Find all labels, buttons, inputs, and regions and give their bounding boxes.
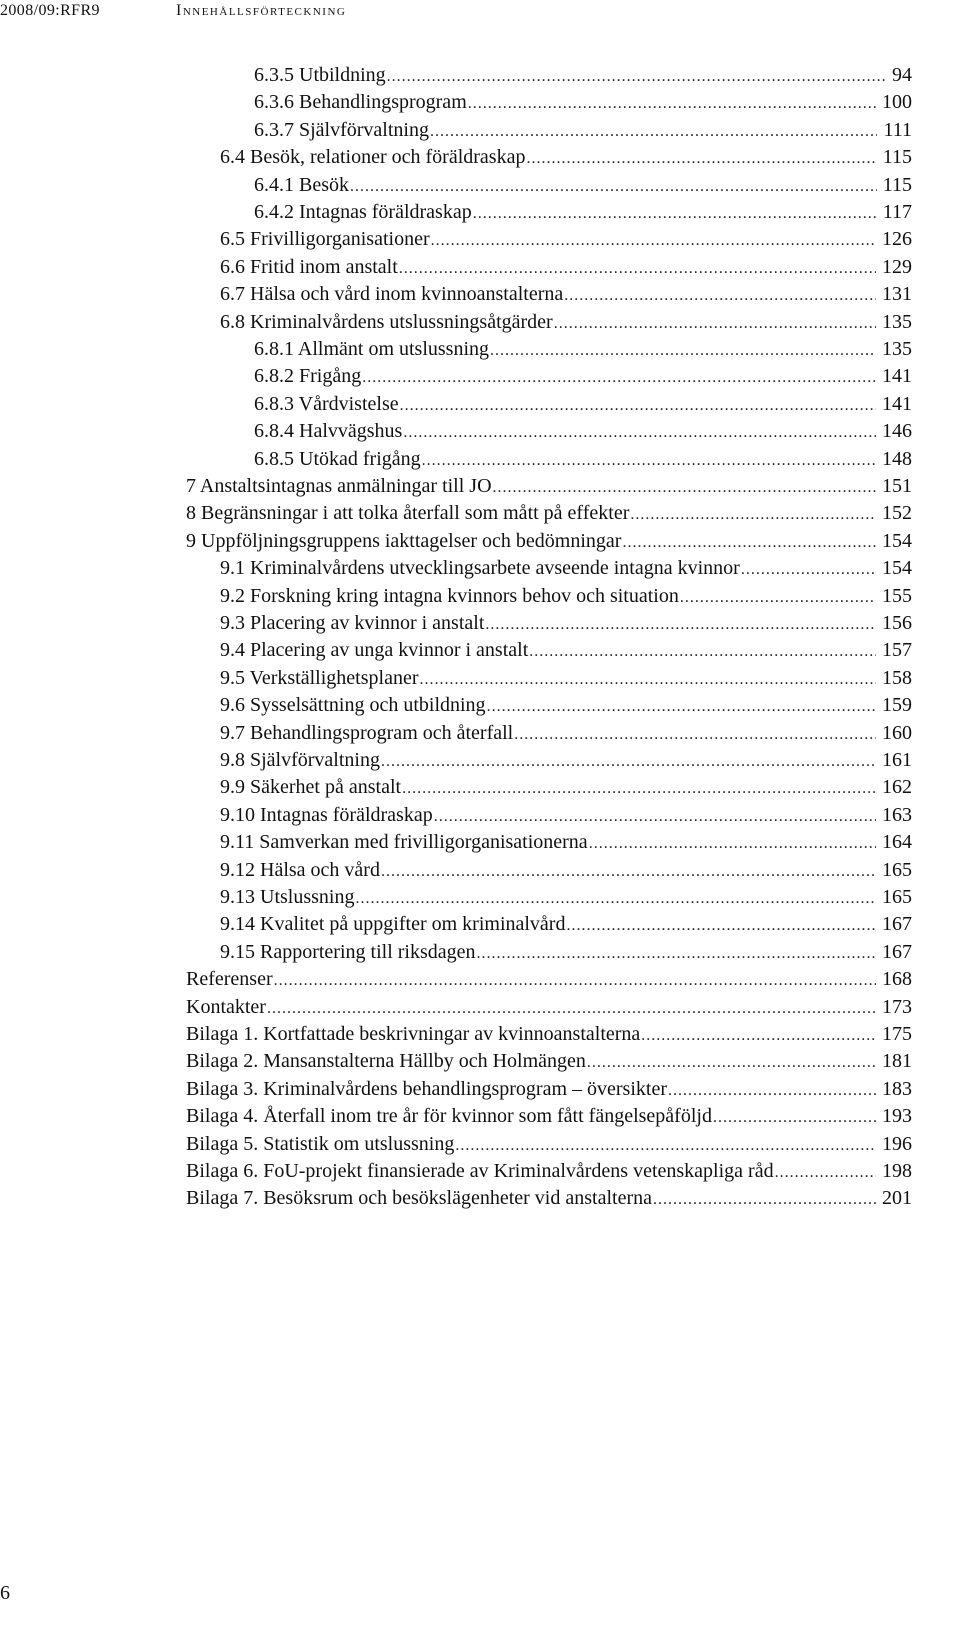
toc-entry[interactable] [186,500,912,528]
toc-entry-label: 6.3.7 Självförvaltning [254,118,429,141]
toc-entry[interactable] [254,446,912,474]
toc-entry[interactable] [220,281,912,309]
toc-entry-page: 135 [882,310,912,333]
toc-leader-dots [514,722,876,748]
toc-entry-label: 9 Uppföljningsgruppens iakttagelser och bedömningar [186,529,622,552]
running-header [0,0,960,40]
toc-entry-label: Bilaga 5. Statistik om utslussning [186,1132,455,1155]
toc-entry-page: 135 [882,338,912,360]
toc-leader-dots [403,420,876,446]
toc-leader-dots [741,557,876,583]
toc-leader-dots [641,1023,876,1049]
toc-leader-dots [381,749,876,775]
toc-entry[interactable] [220,884,912,912]
toc-leader-dots [713,1105,876,1131]
toc-leader-dots [350,174,877,200]
toc-entry-page: 155 [882,584,912,607]
toc-entry[interactable] [254,336,912,364]
toc-leader-dots [430,119,878,145]
toc-entry-label: 6.8.1 Allmänt om utslussning [254,338,490,360]
toc-entry-page: 161 [882,749,912,771]
toc-entry-label: 6.8.2 Frigång [254,365,362,388]
section-title: Innehållsförteckning [176,2,347,19]
toc-entry-page: 181 [882,1050,912,1073]
toc-entry[interactable] [254,391,912,419]
toc-entry[interactable] [220,254,912,282]
toc-entry-page: 94 [892,64,912,86]
toc-entry[interactable] [220,144,912,172]
toc-leader-dots [381,859,876,885]
toc-leader-dots [485,612,876,638]
toc-entry-label: 6.7 Hälsa och vård inom kvinnoanstalterna [220,283,564,306]
toc-leader-dots [564,283,876,309]
toc-leader-dots [680,585,876,611]
toc-entry[interactable] [220,583,912,611]
toc-entry[interactable] [254,62,912,90]
toc-entry-page: 129 [882,255,912,278]
toc-entry-page: 131 [882,283,912,306]
toc-entry-page: 164 [882,831,912,854]
toc-entry[interactable] [220,637,912,665]
toc-entry[interactable] [186,1158,912,1186]
toc-entry-page: 160 [882,721,912,744]
toc-entry[interactable] [254,363,912,391]
toc-entry-page: 173 [882,995,912,1018]
toc-entry[interactable] [220,309,912,337]
toc-entry-page: 196 [882,1132,912,1155]
toc-entry[interactable] [220,720,912,748]
toc-entry-page: 167 [882,940,912,963]
toc-entry[interactable] [254,418,912,446]
toc-leader-dots [622,530,876,556]
toc-leader-dots [554,311,876,337]
toc-entry-label: 9.7 Behandlingsprogram och återfall [220,721,514,744]
toc-entry[interactable] [186,994,912,1022]
toc-entry[interactable] [220,747,912,775]
toc-entry-label: 6.3.6 Behandlingsprogram [254,91,467,114]
toc-entry-label: 9.4 Placering av unga kvinnor i anstalt [220,639,529,662]
toc-entry-label: Bilaga 3. Kriminalvårdens behandlingsprogram – översikter [186,1077,667,1100]
toc-entry[interactable] [220,226,912,254]
toc-leader-dots [653,1187,876,1213]
toc-leader-dots [566,913,876,939]
toc-entry-page: 158 [882,666,912,689]
toc-leader-dots [267,996,876,1022]
toc-entry-label: 9.6 Sysselsättning och utbildning [220,694,486,717]
toc-entry[interactable] [254,172,912,200]
toc-entry-label: 7 Anstaltsintagnas anmälningar till JO [186,475,492,497]
toc-entry-label: Kontakter [186,995,266,1018]
toc-entry[interactable] [186,528,912,556]
toc-entry[interactable] [220,774,912,802]
toc-entry-label: 9.2 Forskning kring intagna kvinnors behov och situation [220,584,679,607]
toc-entry-page: 152 [882,502,912,525]
toc-leader-dots [473,201,877,227]
toc-leader-dots [468,91,876,117]
toc-entry-page: 167 [882,913,912,936]
toc-entry[interactable] [186,1185,912,1213]
toc-entry[interactable] [254,89,912,117]
toc-entry-label: 9.3 Placering av kvinnor i anstalt [220,612,485,634]
toc-entry-page: 162 [882,776,912,799]
toc-entry[interactable] [254,117,912,145]
toc-entry-page: 168 [882,968,912,991]
toc-entry-label: Bilaga 2. Mansanstalterna Hällby och Holmängen [186,1050,586,1073]
toc-entry-label: 6.8.5 Utökad frigång [254,447,421,470]
toc-entry-page: 183 [882,1077,912,1100]
toc-entry[interactable] [220,610,912,638]
toc-entry[interactable] [220,802,912,830]
toc-entry-label: 9.8 Självförvaltning [220,749,380,771]
toc-entry-label: 6.8 Kriminalvårdens utslussningsåtgärder [220,310,553,333]
toc-entry-page: 126 [882,228,912,251]
toc-entry-label: 6.8.4 Halvvägshus [254,420,403,443]
toc-entry-label: Bilaga 6. FoU-projekt finansierade av Kriminalvårdens vetenskapliga råd [186,1160,774,1182]
toc-entry-label: 9.9 Säkerhet på anstalt [220,776,402,799]
toc-leader-dots [419,667,876,693]
toc-leader-dots [402,776,876,802]
toc-leader-dots [668,1078,876,1104]
toc-entry-page: 111 [883,118,912,141]
toc-entry-page: 157 [882,639,912,662]
toc-entry-page: 141 [882,365,912,388]
toc-leader-dots [399,256,876,282]
document-id: 2008/09:RFR9 [0,2,100,19]
toc-leader-dots [400,393,876,419]
toc-leader-dots [493,475,876,501]
toc-entry[interactable] [220,911,912,939]
toc-entry[interactable] [220,829,912,857]
toc-entry[interactable] [220,665,912,693]
toc-entry-label: 6.4 Besök, relationer och föräldraskap [220,146,526,169]
toc-entry[interactable] [186,1131,912,1159]
toc-entry[interactable] [254,199,912,227]
toc-entry-page: 100 [882,91,912,114]
toc-entry-page: 163 [882,803,912,826]
toc-entry-page: 156 [882,612,912,634]
toc-entry-page: 175 [882,1023,912,1045]
toc-entry-label: Bilaga 1. Kortfattade beskrivningar av kvinnoanstalterna [186,1023,641,1045]
toc-entry-label: Bilaga 7. Besöksrum och besökslägenheter vid anstalterna [186,1187,652,1210]
toc-entry[interactable] [186,966,912,994]
toc-entry[interactable] [186,1048,912,1076]
toc-entry-label: 9.13 Utslussning [220,886,355,908]
toc-entry-label: 9.5 Verkställighetsplaner [220,666,419,689]
toc-entry-page: 201 [882,1187,912,1210]
toc-entry-label: 6.4.2 Intagnas föräldraskap [254,201,472,223]
toc-leader-dots [431,228,876,254]
toc-entry-label: 6.4.1 Besök [254,173,349,196]
toc-entry-label: 9.10 Intagnas föräldraskap [220,803,433,826]
toc-entry[interactable] [186,473,912,501]
toc-entry-label: 9.1 Kriminalvårdens utvecklingsarbete avseende intagna kvinnor [220,557,740,580]
toc-leader-dots [355,886,876,912]
toc-entry-label: Referenser [186,968,273,991]
toc-entry-page: 198 [882,1160,912,1182]
toc-entry-page: 193 [882,1105,912,1128]
toc-entry-page: 141 [882,392,912,415]
toc-entry-page: 151 [882,475,912,497]
toc-entry-label: 9.12 Hälsa och vård [220,858,380,881]
toc-entry-page: 165 [882,886,912,908]
toc-entry-label: 9.14 Kvalitet på uppgifter om kriminalvård [220,913,566,936]
toc-leader-dots [529,639,876,665]
toc-leader-dots [422,448,876,474]
toc-entry-label: 9.11 Samverkan med frivilligorganisationerna [220,831,588,854]
toc-entry[interactable] [220,857,912,885]
toc-entry-page: 159 [882,694,912,717]
toc-entry-label: 6.3.5 Utbildning [254,64,386,86]
toc-leader-dots [362,365,876,391]
toc-entry-label: 6.8.3 Vårdvistelse [254,392,399,415]
toc-entry[interactable] [186,1103,912,1131]
toc-entry-label: 6.6 Fritid inom anstalt [220,255,398,278]
toc-entry-page: 115 [882,146,912,169]
page-number: 6 [0,1582,10,1604]
toc-entry-page: 154 [882,529,912,552]
toc-entry[interactable] [220,939,912,967]
toc-entry[interactable] [186,1076,912,1104]
toc-leader-dots [587,1050,876,1076]
toc-entry-page: 146 [882,420,912,443]
toc-entry-label: 9.15 Rapportering till riksdagen [220,940,476,963]
toc-leader-dots [274,968,876,994]
toc-entry[interactable] [186,1021,912,1049]
toc-leader-dots [477,941,876,967]
toc-entry-page: 154 [882,557,912,580]
toc-entry-page: 115 [882,173,912,196]
toc-entry-page: 165 [882,858,912,881]
toc-leader-dots [589,831,876,857]
toc-entry[interactable] [220,555,912,583]
toc-leader-dots [387,64,886,90]
toc-entry-label: 8 Begränsningar i att tolka återfall som mått på effekter [186,502,630,525]
toc-entry-page: 148 [882,447,912,470]
toc-entry-label: 6.5 Frivilligorganisationer [220,228,430,251]
toc-leader-dots [490,338,876,364]
toc-leader-dots [630,502,876,528]
toc-leader-dots [455,1133,876,1159]
toc-entry-page: 117 [882,201,912,223]
toc-leader-dots [434,804,876,830]
toc-entry[interactable] [220,692,912,720]
toc-leader-dots [775,1160,876,1186]
toc-leader-dots [526,146,876,172]
toc-leader-dots [487,694,876,720]
toc-entry-label: Bilaga 4. Återfall inom tre år för kvinnor som fått fängelsepåföljd [186,1105,712,1128]
